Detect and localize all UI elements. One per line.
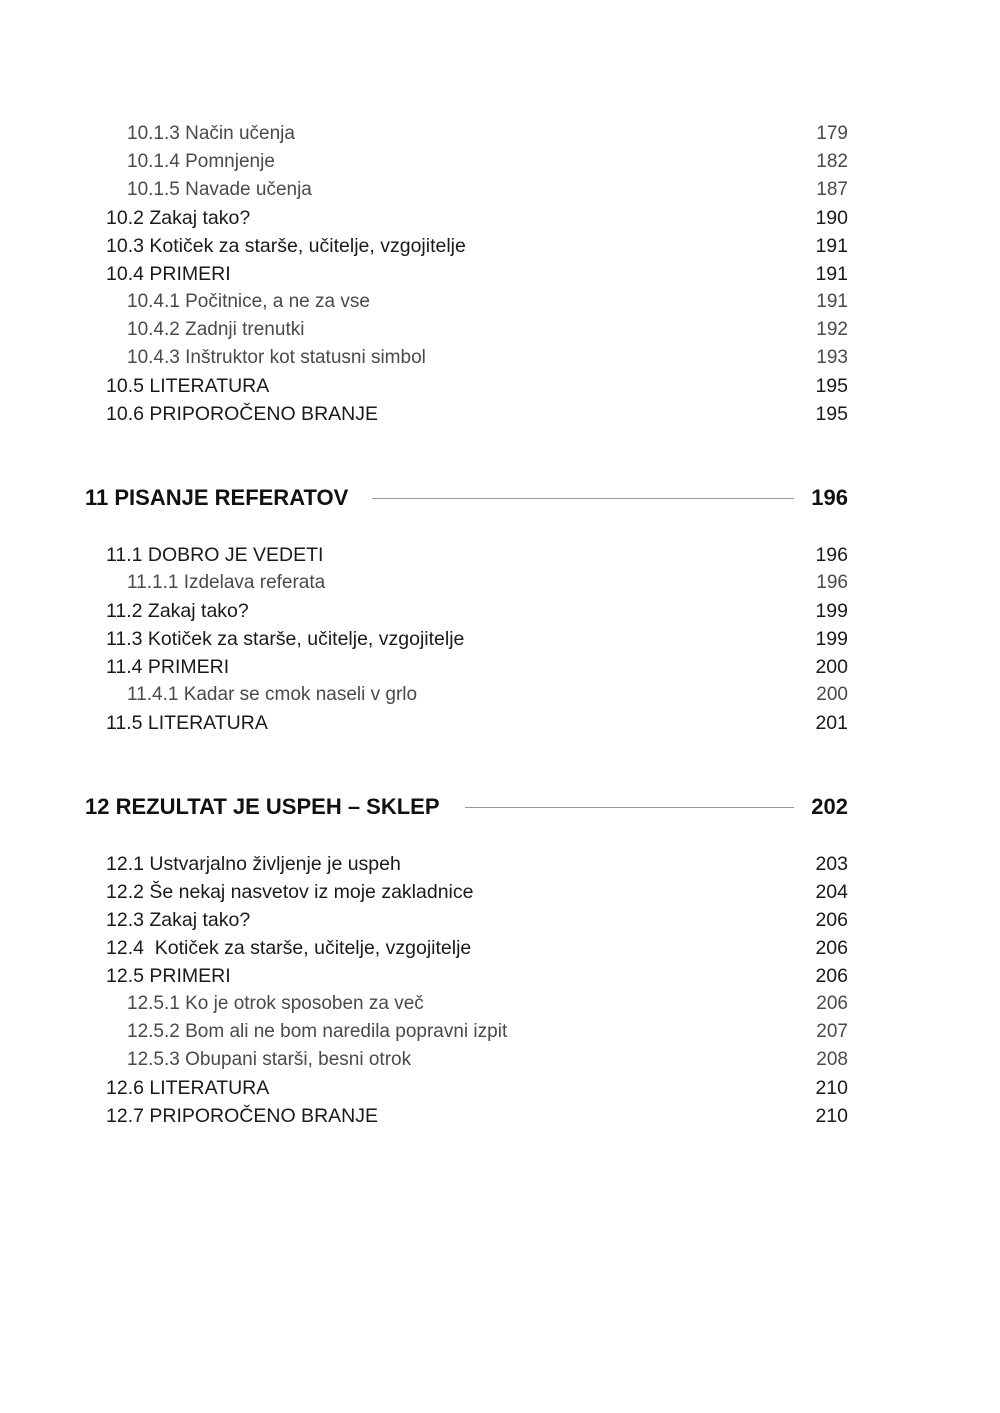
- chapter-heading[interactable]: [0, 791, 1000, 823]
- toc-entry[interactable]: [0, 148, 1000, 176]
- chapter-rule: [372, 498, 794, 499]
- toc-entry-page: 200: [816, 684, 848, 705]
- toc-entry[interactable]: [0, 1074, 1000, 1102]
- toc-entry-title: 11.4 PRIMERI: [106, 656, 230, 678]
- toc-entry-title: 11.5 LITERATURA: [106, 712, 268, 734]
- toc-entry-page: 196: [816, 572, 848, 593]
- toc-entry-title: 11.2 Zakaj tako?: [106, 600, 249, 622]
- toc-entry[interactable]: [0, 1018, 1000, 1046]
- toc-entry-page: 191: [816, 291, 848, 312]
- toc-entry-title: 10.3 Kotiček za starše, učitelje, vzgojitelje: [106, 235, 466, 257]
- toc-entry-page: 208: [816, 1049, 848, 1070]
- toc-entry[interactable]: [0, 120, 1000, 148]
- toc-entry-page: 206: [815, 937, 848, 959]
- toc-entry-title: 12.7 PRIPOROČENO BRANJE: [106, 1105, 378, 1127]
- toc-entry[interactable]: [0, 176, 1000, 204]
- toc-entry-page: 206: [815, 909, 848, 931]
- toc-entry-title: 12.6 LITERATURA: [106, 1077, 270, 1099]
- toc-entry[interactable]: [0, 906, 1000, 934]
- toc-entry-title: 12.1 Ustvarjalno življenje je uspeh: [106, 853, 401, 875]
- toc-entry-page: 195: [815, 403, 848, 425]
- chapter-title: 11 PISANJE REFERATOV: [85, 485, 349, 510]
- toc-entry-page: 200: [815, 656, 848, 678]
- toc-entry-page: 210: [815, 1105, 848, 1127]
- toc-entry-title: 12.5 PRIMERI: [106, 965, 231, 987]
- toc-entry-title: 10.2 Zakaj tako?: [106, 207, 251, 229]
- toc-entry-title: 12.3 Zakaj tako?: [106, 909, 251, 931]
- toc-entry-page: 182: [816, 151, 848, 172]
- toc-entry[interactable]: [0, 204, 1000, 232]
- toc-entry-page: 196: [815, 544, 848, 566]
- toc-entry[interactable]: [0, 878, 1000, 906]
- toc-entry[interactable]: [0, 344, 1000, 372]
- toc-entry-page: 195: [815, 375, 848, 397]
- toc-entry-page: 210: [815, 1077, 848, 1099]
- toc-entry-page: 193: [816, 347, 848, 368]
- toc-entry-title: 11.3 Kotiček za starše, učitelje, vzgojitelje: [106, 628, 465, 650]
- toc-entry-title: 12.4 Kotiček za starše, učitelje, vzgojitelje: [106, 937, 472, 959]
- toc-entry-title: 10.4.1 Počitnice, a ne za vse: [127, 291, 370, 312]
- toc-entry-page: 199: [815, 600, 848, 622]
- toc-entry-page: 204: [815, 881, 848, 903]
- toc-entry-title: 12.5.2 Bom ali ne bom naredila popravni izpit: [127, 1021, 508, 1042]
- toc-entry-title: 10.4 PRIMERI: [106, 263, 231, 285]
- toc-entry-title: 12.5.1 Ko je otrok sposoben za več: [127, 993, 424, 1014]
- toc-entry[interactable]: [0, 990, 1000, 1018]
- toc-entry-page: 191: [815, 263, 848, 285]
- toc-entry[interactable]: [0, 541, 1000, 569]
- chapter-page: 196: [811, 485, 848, 510]
- toc-entry[interactable]: [0, 1102, 1000, 1130]
- toc-entry-title: 10.4.2 Zadnji trenutki: [127, 319, 305, 340]
- toc-entry-page: 187: [816, 179, 848, 200]
- toc-entry-title: 11.1.1 Izdelava referata: [127, 572, 326, 593]
- toc-entry-page: 179: [816, 123, 848, 144]
- toc-entry-page: 192: [816, 319, 848, 340]
- toc-entry[interactable]: [0, 232, 1000, 260]
- toc-entry[interactable]: [0, 372, 1000, 400]
- chapter-heading[interactable]: [0, 482, 1000, 514]
- chapter-rule: [465, 807, 794, 808]
- toc-entry[interactable]: [0, 709, 1000, 737]
- toc-entry[interactable]: [0, 260, 1000, 288]
- toc-entry-page: 199: [815, 628, 848, 650]
- toc-entry-page: 206: [815, 965, 848, 987]
- toc-entry-title: 12.2 Še nekaj nasvetov iz moje zakladnice: [106, 881, 474, 903]
- toc-entry[interactable]: [0, 934, 1000, 962]
- chapter-page: 202: [811, 794, 848, 819]
- toc-entry-page: 191: [815, 235, 848, 257]
- toc-entry-page: 201: [815, 712, 848, 734]
- toc-entry[interactable]: [0, 1046, 1000, 1074]
- toc-entry-title: 11.1 DOBRO JE VEDETI: [106, 544, 324, 566]
- toc-entry-title: 10.1.5 Navade učenja: [127, 179, 312, 200]
- toc-entry[interactable]: [0, 288, 1000, 316]
- toc-entry-title: 10.1.4 Pomnjenje: [127, 151, 275, 172]
- toc-entry-title: 10.6 PRIPOROČENO BRANJE: [106, 403, 378, 425]
- chapter-title: 12 REZULTAT JE USPEH – SKLEP: [85, 794, 440, 819]
- toc-entry-title: 12.5.3 Obupani starši, besni otrok: [127, 1049, 412, 1070]
- toc-entry[interactable]: [0, 569, 1000, 597]
- toc-entry[interactable]: [0, 316, 1000, 344]
- toc-entry-title: 11.4.1 Kadar se cmok naseli v grlo: [127, 684, 418, 705]
- toc-entry[interactable]: [0, 597, 1000, 625]
- toc-entry-title: 10.4.3 Inštruktor kot statusni simbol: [127, 347, 426, 368]
- toc-entry-page: 206: [816, 993, 848, 1014]
- toc-entry[interactable]: [0, 962, 1000, 990]
- toc-entry[interactable]: [0, 850, 1000, 878]
- toc-entry-page: 190: [815, 207, 848, 229]
- toc-entry-title: 10.1.3 Način učenja: [127, 123, 295, 144]
- toc-entry[interactable]: [0, 681, 1000, 709]
- toc-entry-page: 203: [815, 853, 848, 875]
- toc-entry-title: 10.5 LITERATURA: [106, 375, 270, 397]
- toc-entry-page: 207: [816, 1021, 848, 1042]
- toc-entry[interactable]: [0, 625, 1000, 653]
- toc-entry[interactable]: [0, 653, 1000, 681]
- toc-entry[interactable]: [0, 400, 1000, 428]
